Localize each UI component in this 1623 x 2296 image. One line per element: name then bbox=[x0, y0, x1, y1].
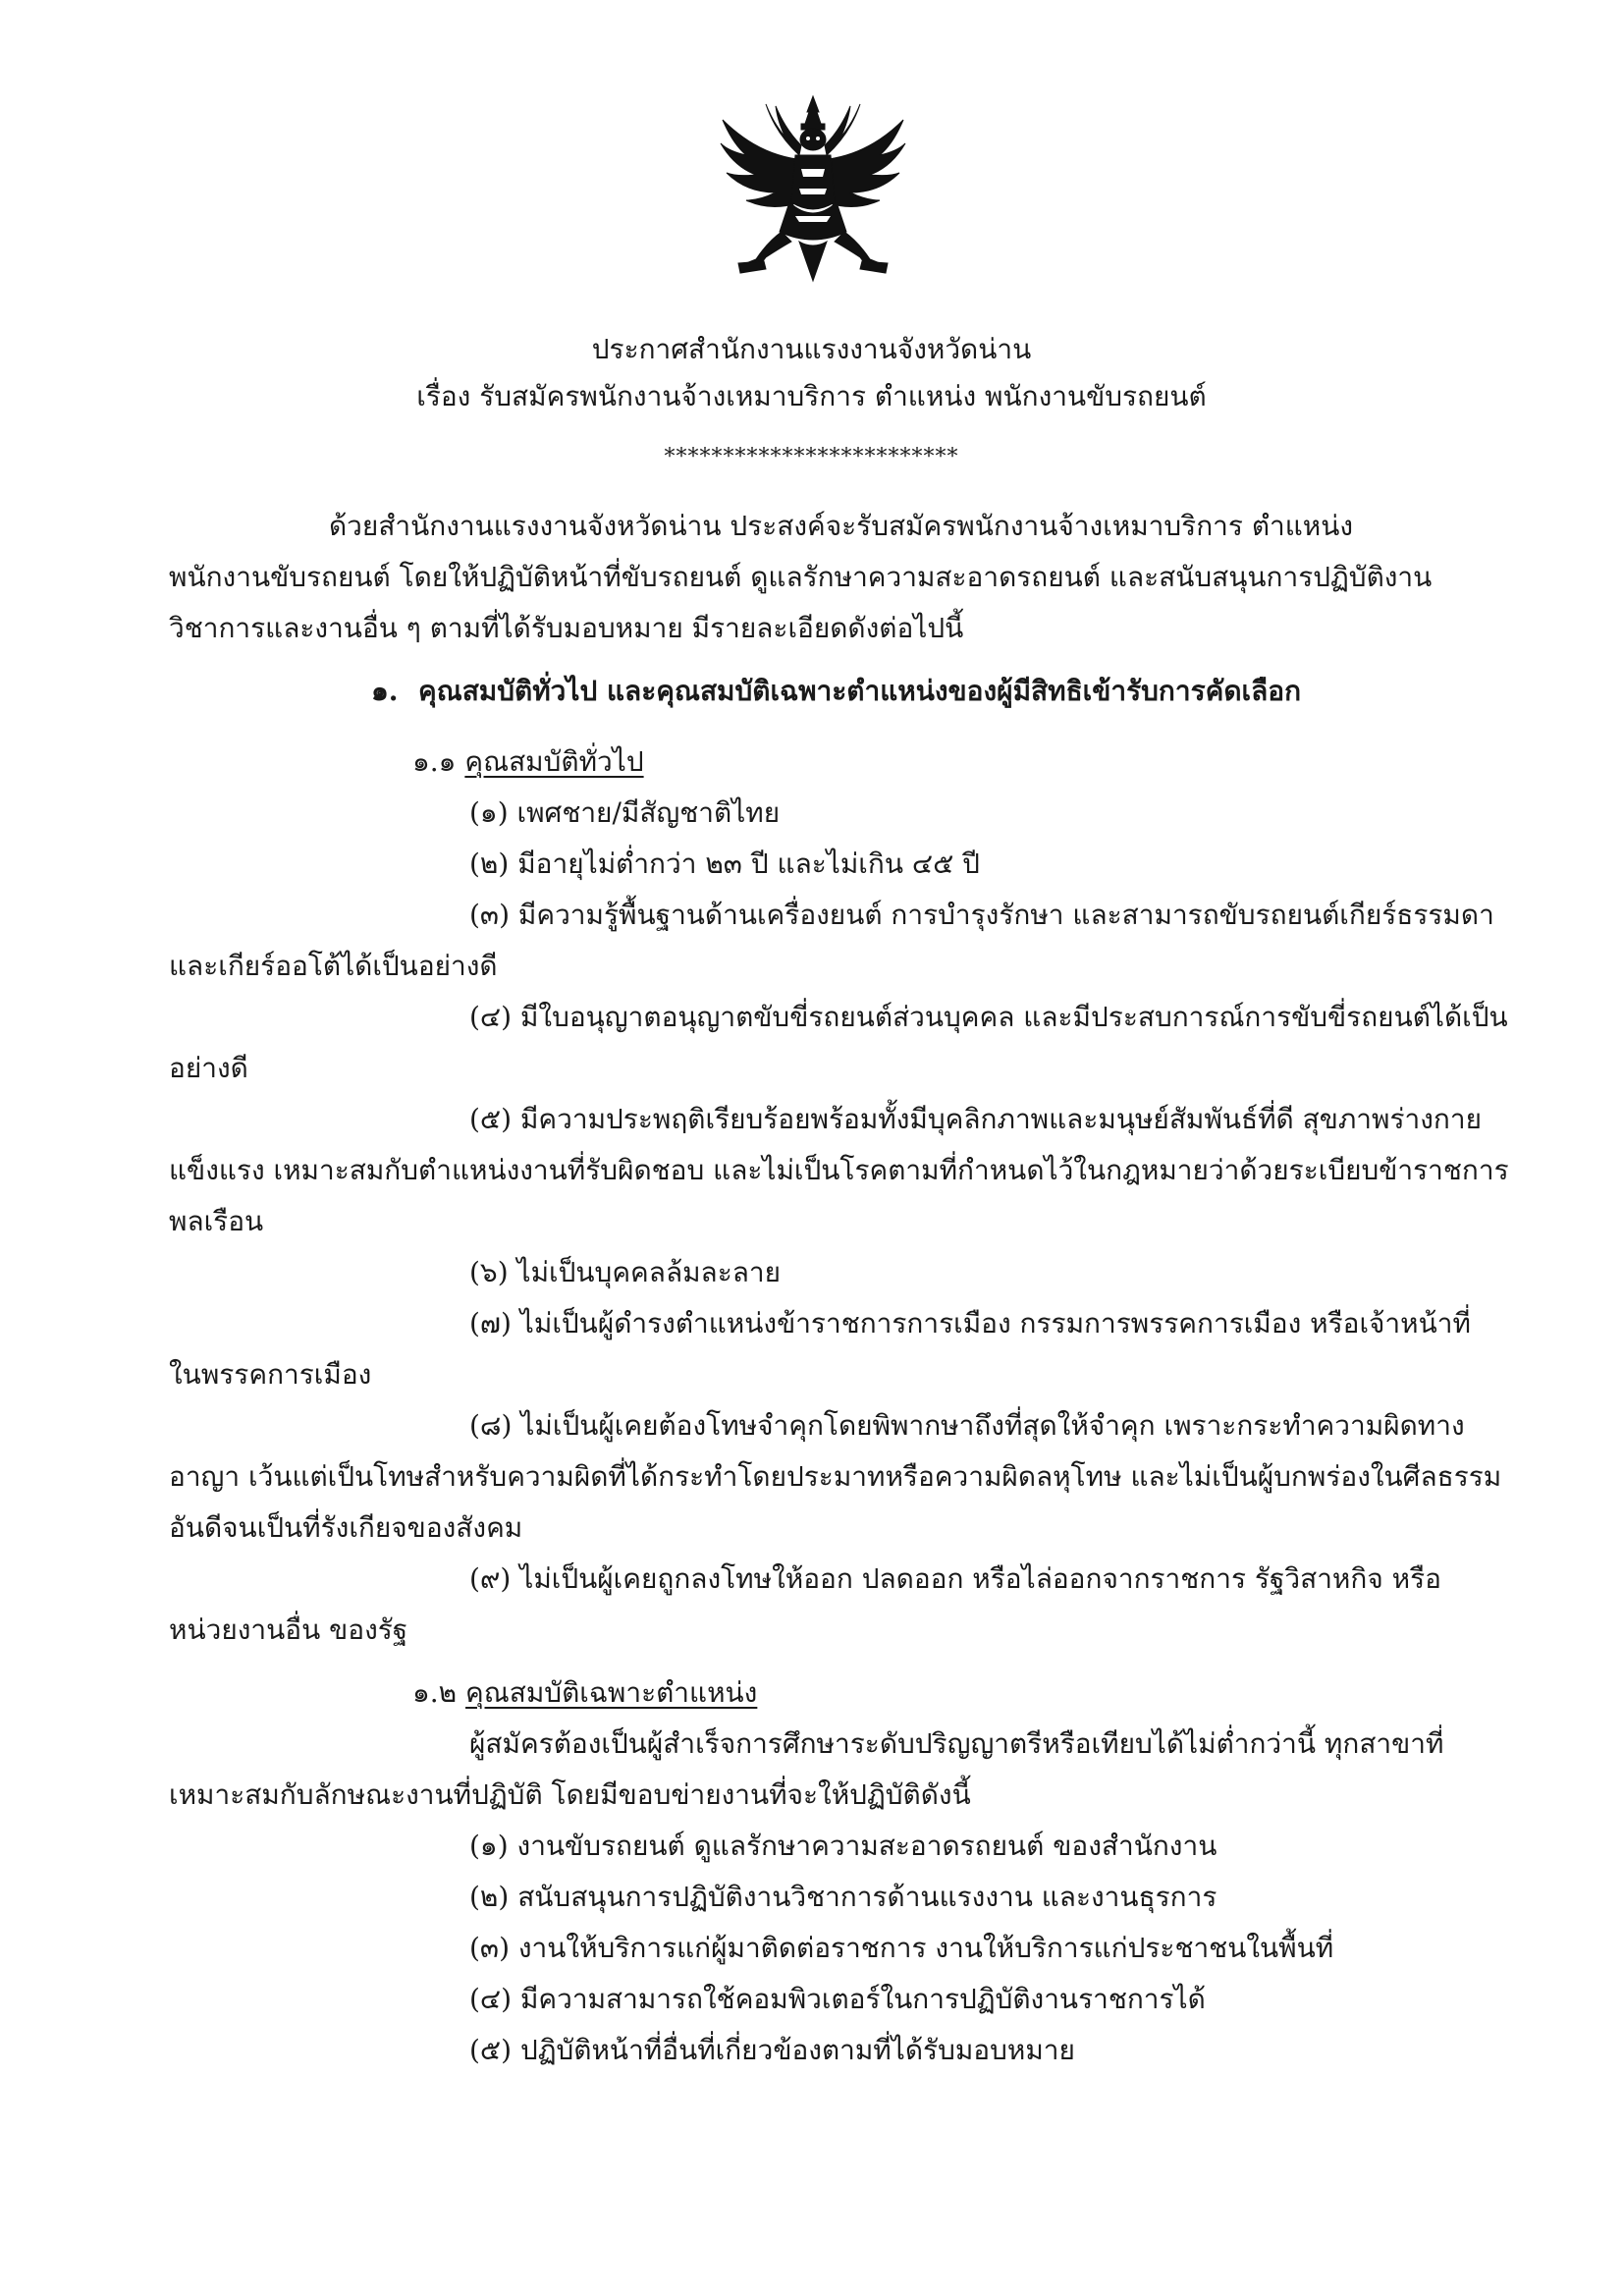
specific-item-3: (๓) งานให้บริการแก่ผู้มาติดต่อราชการ งานให้บริการแก่ประชาชนในพื้นที่ bbox=[469, 1932, 1334, 1964]
subsection-1-1-title: คุณสมบัติทั่วไป bbox=[464, 745, 644, 778]
specific-item-5: (๕) ปฏิบัติหน้าที่อื่นที่เกี่ยวข้องตามที่ได้รับมอบหมาย bbox=[469, 2034, 1075, 2066]
subsection-1-2-title: คุณสมบัติเฉพาะตำแหน่ง bbox=[465, 1676, 758, 1709]
general-item-5-line-3: พลเรือน bbox=[169, 1205, 264, 1237]
general-item-4-line-2: อย่างดี bbox=[169, 1052, 248, 1084]
announcement-title: ประกาศสำนักงานแรงงานจังหวัดน่าน bbox=[591, 333, 1032, 365]
general-item-1: (๑) เพศชาย/มีสัญชาติไทย bbox=[469, 796, 781, 829]
subsection-1-1-number: ๑.๑ bbox=[412, 745, 457, 778]
general-item-3-line-1: (๓) มีความรู้พื้นฐานด้านเครื่องยนต์ การบำรุงรักษา และสามารถขับรถยนต์เกียร์ธรรมดา bbox=[469, 899, 1494, 931]
garuda-emblem-icon bbox=[717, 94, 909, 291]
general-item-9-line-1: (๙) ไม่เป็นผู้เคยถูกลงโทษให้ออก ปลดออก หรือไล่ออกจากราชการ รัฐวิสาหกิจ หรือ bbox=[469, 1562, 1441, 1595]
specific-desc-line-2: เหมาะสมกับลักษณะงานที่ปฏิบัติ โดยมีขอบข่ายงานที่จะให้ปฏิบัติดังนี้ bbox=[169, 1778, 971, 1811]
general-item-4-line-1: (๔) มีใบอนุญาตอนุญาตขับขี่รถยนต์ส่วนบุคคล และมีประสบการณ์การขับขี่รถยนต์ได้เป็น bbox=[469, 1001, 1508, 1033]
intro-line-2: พนักงานขับรถยนต์ โดยให้ปฏิบัติหน้าที่ขับรถยนต์ ดูแลรักษาความสะอาดรถยนต์ และสนับสนุนการปฏิบัติงาน bbox=[169, 561, 1433, 593]
general-item-7-line-2: ในพรรคการเมือง bbox=[169, 1358, 372, 1391]
specific-desc-line-1: ผู้สมัครต้องเป็นผู้สำเร็จการศึกษาระดับปริญญาตรีหรือเทียบได้ไม่ต่ำกว่านี้ ทุกสาขาที่ bbox=[469, 1727, 1444, 1760]
section-1-title: คุณสมบัติทั่วไป และคุณสมบัติเฉพาะตำแหน่งของผู้มีสิทธิเข้ารับการคัดเลือก bbox=[418, 675, 1302, 707]
general-item-8-line-3: อันดีจนเป็นที่รังเกียจของสังคม bbox=[169, 1511, 523, 1544]
specific-item-1: (๑) งานขับรถยนต์ ดูแลรักษาความสะอาดรถยนต์ ของสำนักงาน bbox=[469, 1830, 1217, 1862]
specific-item-2: (๒) สนับสนุนการปฏิบัติงานวิชาการด้านแรงงาน และงานธุรการ bbox=[469, 1881, 1217, 1913]
header-separator: ************************* bbox=[664, 445, 959, 469]
general-item-7-line-1: (๗) ไม่เป็นผู้ดำรงตำแหน่งข้าราชการการเมือง กรรมการพรรคการเมือง หรือเจ้าหน้าที่ bbox=[469, 1307, 1471, 1339]
subsection-1-1-heading bbox=[412, 742, 644, 782]
intro-line-1: ด้วยสำนักงานแรงงานจังหวัดน่าน ประสงค์จะรับสมัครพนักงานจ้างเหมาบริการ ตำแหน่ง bbox=[329, 510, 1354, 542]
specific-item-4: (๔) มีความสามารถใช้คอมพิวเตอร์ในการปฏิบัติงานราชการได้ bbox=[469, 1983, 1206, 2015]
section-1-heading bbox=[371, 672, 1301, 711]
general-item-6: (๖) ไม่เป็นบุคคลล้มละลาย bbox=[469, 1256, 782, 1288]
general-item-8-line-1: (๘) ไม่เป็นผู้เคยต้องโทษจำคุกโดยพิพากษาถึงที่สุดให้จำคุก เพราะกระทำความผิดทาง bbox=[469, 1409, 1465, 1442]
subsection-1-2-heading bbox=[412, 1673, 757, 1713]
general-item-3-line-2: และเกียร์ออโต้ได้เป็นอย่างดี bbox=[169, 950, 498, 982]
general-item-5-line-1: (๕) มีความประพฤติเรียบร้อยพร้อมทั้งมีบุคลิกภาพและมนุษย์สัมพันธ์ที่ดี สุขภาพร่างกาย bbox=[469, 1103, 1482, 1135]
section-1-number: ๑. bbox=[371, 675, 399, 707]
general-item-8-line-2: อาญา เว้นแต่เป็นโทษสำหรับความผิดที่ได้กระทำโดยประมาทหรือความผิดลหุโทษ และไม่เป็นผู้บกพร่องในศีลธรรม bbox=[169, 1460, 1502, 1493]
general-item-9-line-2: หน่วยงานอื่น ของรัฐ bbox=[169, 1613, 408, 1646]
announcement-subject: เรื่อง รับสมัครพนักงานจ้างเหมาบริการ ตำแหน่ง พนักงานขับรถยนต์ bbox=[416, 380, 1207, 412]
general-item-2: (๒) มีอายุไม่ต่ำกว่า ๒๓ ปี และไม่เกิน ๔๕ ปี bbox=[469, 847, 980, 880]
general-item-5-line-2: แข็งแรง เหมาะสมกับตำแหน่งงานที่รับผิดชอบ และไม่เป็นโรคตามที่กำหนดไว้ในกฎหมายว่าด้วยระเบียบข้าราชการ bbox=[169, 1154, 1509, 1186]
subsection-1-2-number: ๑.๒ bbox=[412, 1676, 458, 1709]
intro-line-3: วิชาการและงานอื่น ๆ ตามที่ได้รับมอบหมาย มีรายละเอียดดังต่อไปนี้ bbox=[169, 612, 964, 644]
